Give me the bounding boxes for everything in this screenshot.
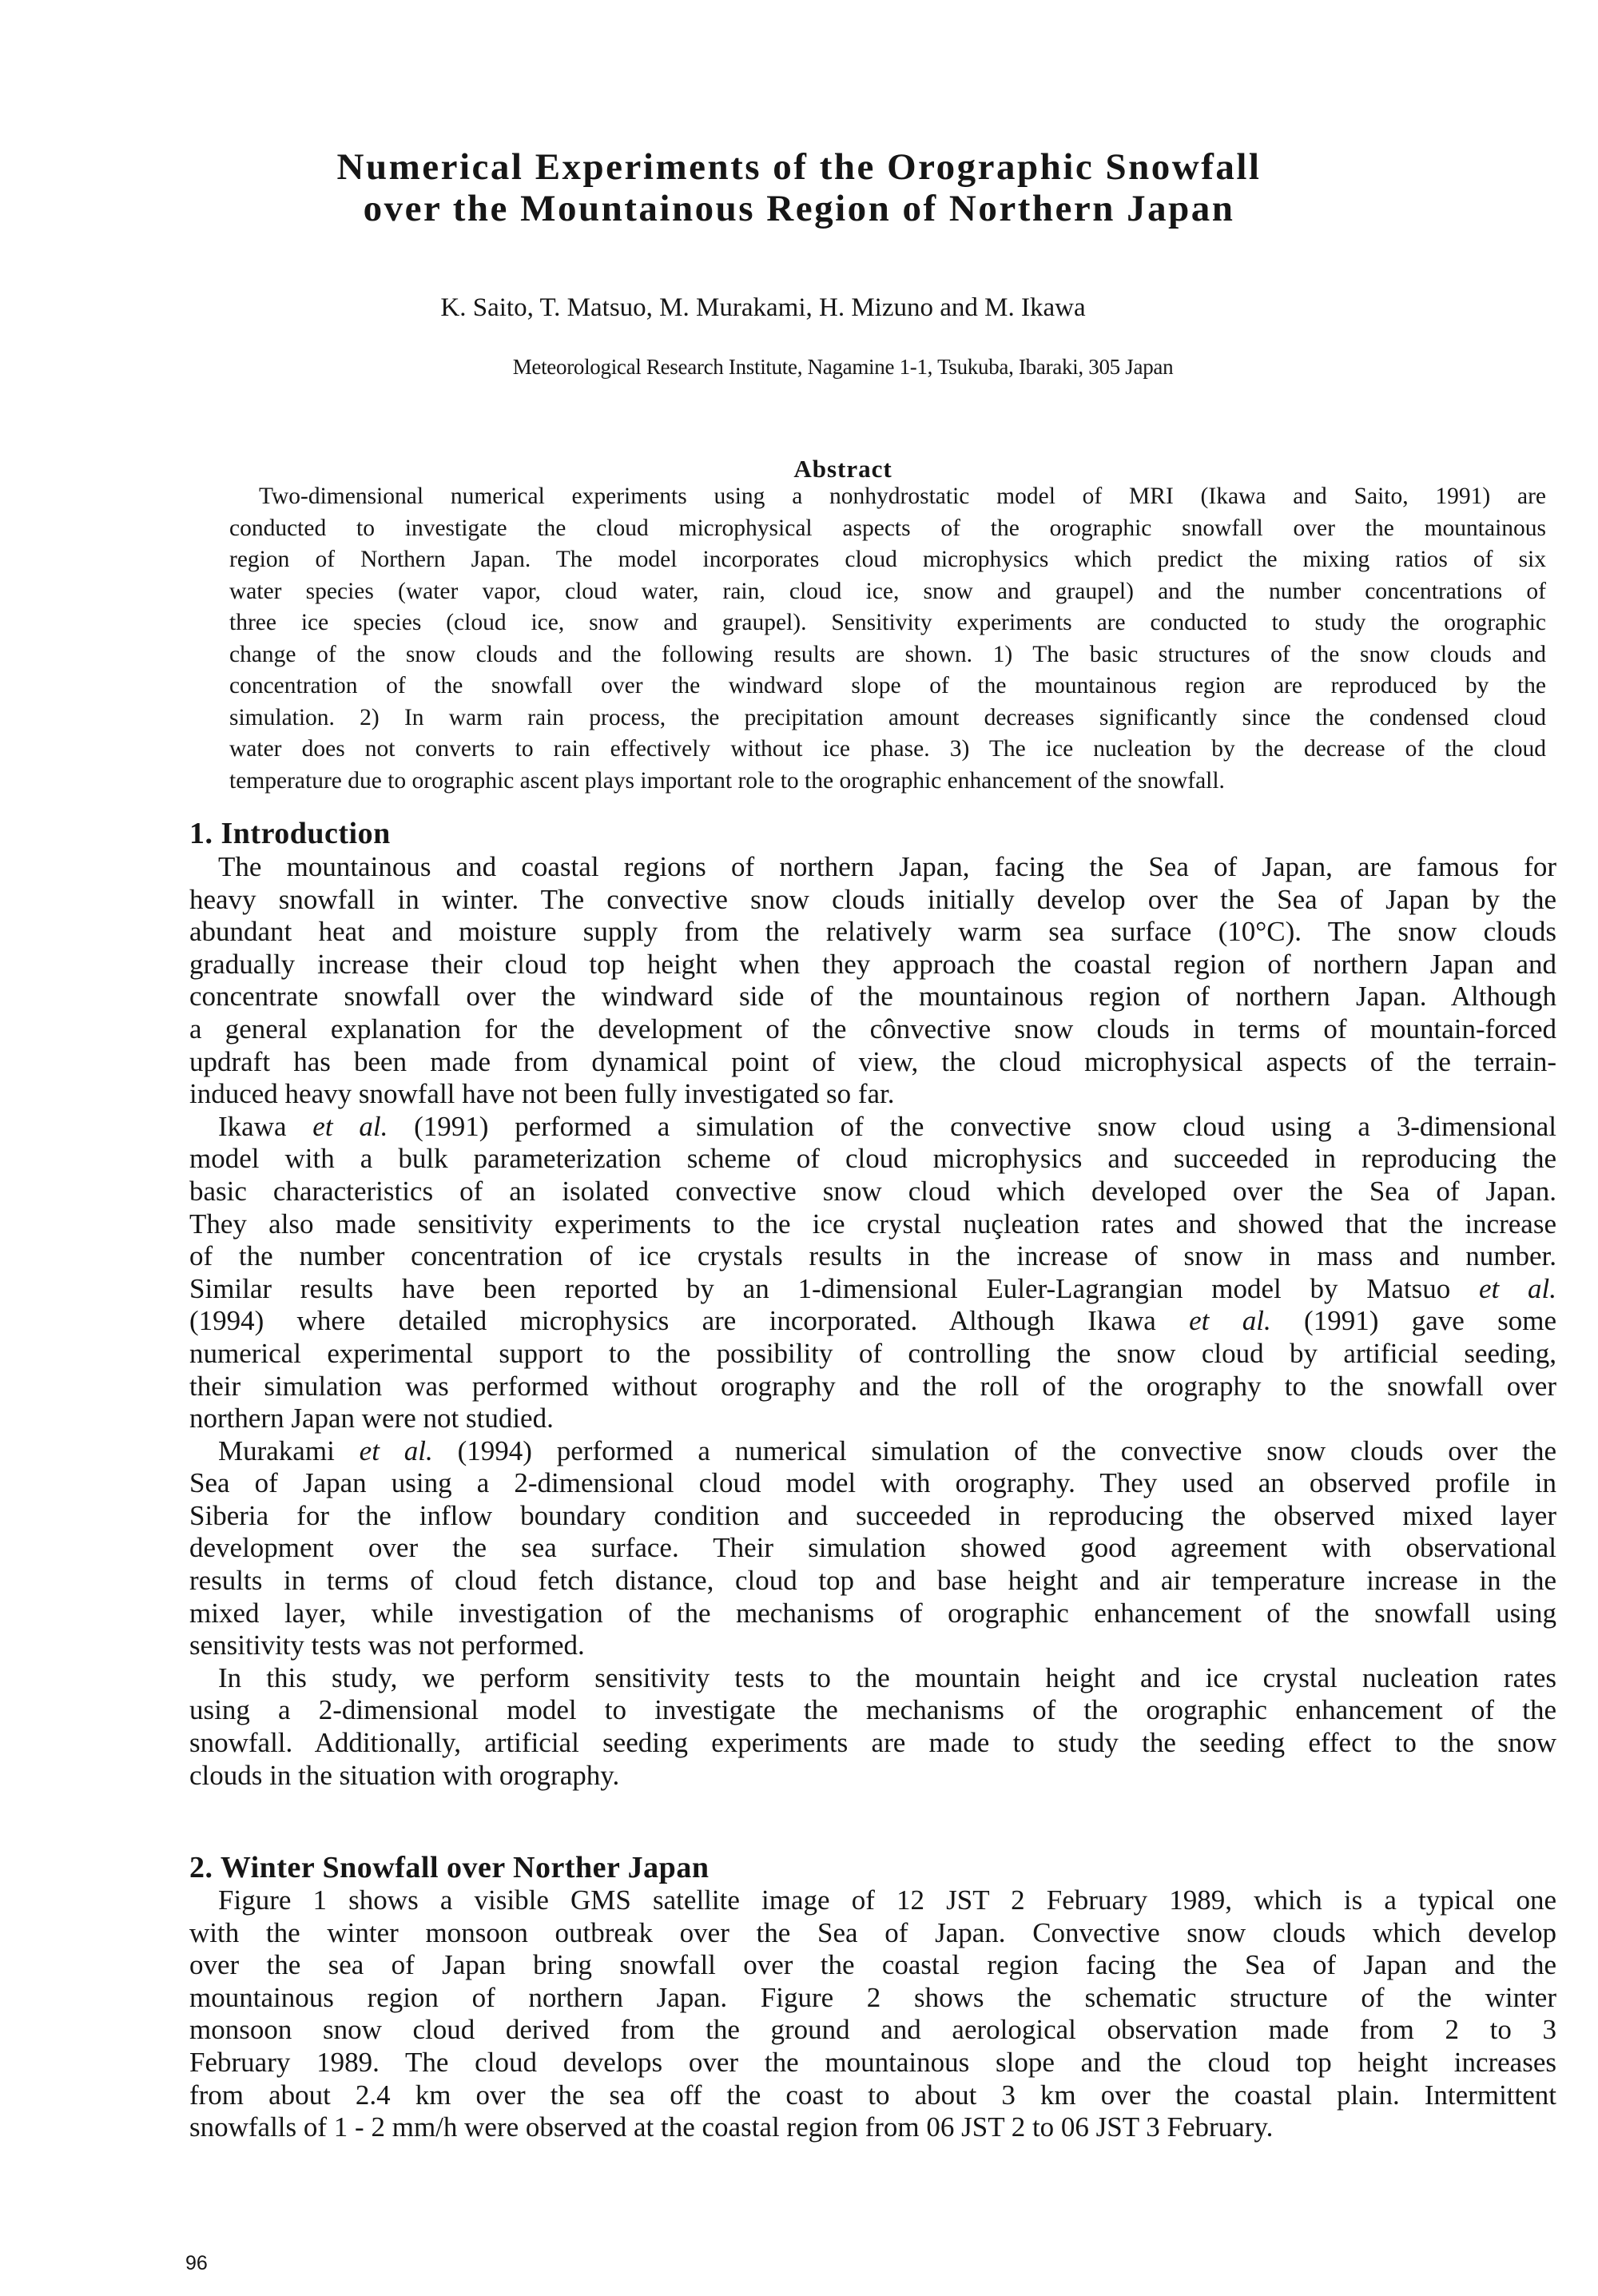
text-line: numerical experimental support to the possibility of controlling the snow cloud by artificial seeding, [189, 1337, 1556, 1369]
text-line: water species (water vapor, cloud water, rain, cloud ice, snow and graupel) and the number concentrations of [229, 578, 1546, 604]
text-line: change of the snow clouds and the following results are shown. 1) The basic structures of the snow clouds and [229, 641, 1546, 667]
text-line: of the number concentration of ice crystals results in the increase of snow in mass and number. [189, 1240, 1556, 1272]
section-1-heading: 1. Introduction [189, 817, 391, 850]
text-line: over the sea of Japan bring snowfall over the coastal region facing the Sea of Japan and the [189, 1949, 1556, 1981]
text-line: from about 2.4 km over the sea off the coast to about 3 km over the coastal plain. Intermittent [189, 2079, 1556, 2111]
text-line: development over the sea surface. Their simulation showed good agreement with observational [189, 1532, 1556, 1564]
text-line: simulation. 2) In warm rain process, the precipitation amount decreases significantly since the condensed cloud [229, 704, 1546, 730]
section-2-body [189, 1884, 1556, 2144]
text-line: Sea of Japan using a 2-dimensional cloud model with orography. They used an observed profile in [189, 1467, 1556, 1499]
text-line: sensitivity tests was not performed. [189, 1629, 585, 1661]
text-line: monsoon snow cloud derived from the ground and aerological observation made from 2 to 3 [189, 2014, 1556, 2046]
text-line: The mountainous and coastal regions of northern Japan, facing the Sea of Japan, are famous for [218, 851, 1556, 882]
text-line: Two-dimensional numerical experiments using a nonhydrostatic model of MRI (Ikawa and Saito, 1991) are [259, 483, 1546, 509]
text-line: snowfalls of 1 - 2 mm/h were observed at the coastal region from 06 JST 2 to 06 JST 3 February. [189, 2111, 1274, 2143]
text-line: concentrate snowfall over the windward side of the mountainous region of northern Japan. Although [189, 981, 1556, 1013]
text-line: temperature due to orographic ascent plays important role to the orographic enhancement of the snowfall. [229, 767, 1225, 794]
text-line: their simulation was performed without orography and the roll of the orography to the snowfall over [189, 1370, 1556, 1402]
text-line: with the winter monsoon outbreak over the Sea of Japan. Convective snow clouds which develop [189, 1916, 1556, 1948]
text-line: They also made sensitivity experiments to the ice crystal nuçleation rates and showed that the increase [189, 1208, 1556, 1240]
abstract-heading: Abstract [793, 455, 892, 483]
title-line-1: Numerical Experiments of the Orographic Snowfall [336, 146, 1262, 188]
text-line: February 1989. The cloud develops over the mountainous slope and the cloud top height increases [189, 2046, 1556, 2078]
text-line: concentration of the snowfall over the windward slope of the mountainous region are reproduced by the [229, 673, 1546, 698]
text-line: region of Northern Japan. The model incorporates cloud microphysics which predict the mixing ratios of six [229, 547, 1546, 572]
title-line-2: over the Mountainous Region of Northern Japan [363, 188, 1235, 229]
text-line: abundant heat and moisture supply from the relatively warm sea surface (10°C). The snow clouds [189, 916, 1556, 948]
text-line: Murakami et al. (1994) performed a numerical simulation of the convective snow clouds over the [218, 1435, 1557, 1466]
text-line: clouds in the situation with orography. [189, 1759, 620, 1791]
abstract-body [229, 481, 1546, 797]
text-line: mixed layer, while investigation of the mechanisms of orographic enhancement of the snowfall using [189, 1597, 1556, 1629]
text-line: three ice species (cloud ice, snow and graupel). Sensitivity experiments are conducted to study the orographic [229, 610, 1546, 635]
text-line: updraft has been made from dynamical point of view, the cloud microphysical aspects of the terrain- [189, 1045, 1556, 1077]
paper-title [0, 146, 1598, 229]
text-line: northern Japan were not studied. [189, 1403, 554, 1435]
text-line: Siberia for the inflow boundary condition and succeeded in reproducing the observed mixed layer [189, 1499, 1556, 1531]
author-list: K. Saito, T. Matsuo, M. Murakami, H. Mizuno and M. Ikawa [440, 293, 1086, 322]
text-line: Figure 1 shows a visible GMS satellite image of 12 JST 2 February 1989, which is a typical one [218, 1884, 1556, 1916]
text-line: basic characteristics of an isolated convective snow cloud which developed over the Sea of Japan. [189, 1175, 1556, 1207]
text-line: Similar results have been reported by an 1-dimensional Euler-Lagrangian model by Matsuo et al. [189, 1272, 1556, 1304]
text-line: Ikawa et al. (1991) performed a simulation of the convective snow cloud using a 3-dimensional [218, 1110, 1556, 1142]
text-line: model with a bulk parameterization scheme of cloud microphysics and succeeded in reproducing the [189, 1143, 1556, 1175]
text-line: In this study, we perform sensitivity tests to the mountain height and ice crystal nucleation rates [218, 1661, 1556, 1693]
text-line: results in terms of cloud fetch distance, cloud top and base height and air temperature increase in the [189, 1565, 1556, 1597]
text-line: induced heavy snowfall have not been fully investigated so far. [189, 1078, 895, 1110]
text-line: gradually increase their cloud top height when they approach the coastal region of northern Japan and [189, 948, 1556, 980]
section-1-body [189, 851, 1556, 1792]
text-line: (1994) where detailed microphysics are incorporated. Although Ikawa et al. (1991) gave some [189, 1305, 1556, 1337]
affiliation: Meteorological Research Institute, Nagamine 1-1, Tsukuba, Ibaraki, 305 Japan [512, 355, 1174, 379]
text-line: snowfall. Additionally, artificial seeding experiments are made to study the seeding effect to the snow [189, 1727, 1556, 1759]
text-line: a general explanation for the development of the cônvective snow clouds in terms of mountain-forced [189, 1013, 1556, 1045]
text-line: using a 2-dimensional model to investigate the mechanisms of the orographic enhancement of the [189, 1694, 1556, 1726]
text-line: water does not converts to rain effectively without ice phase. 3) The ice nucleation by the decrease of the cloud [229, 736, 1546, 762]
section-2-heading: 2. Winter Snowfall over Norther Japan [189, 1851, 710, 1884]
page-number: 96 [185, 2252, 208, 2274]
text-line: mountainous region of northern Japan. Figure 2 shows the schematic structure of the winter [189, 1981, 1556, 2013]
text-line: heavy snowfall in winter. The convective snow clouds initially develop over the Sea of Japan by the [189, 883, 1556, 915]
text-line: conducted to investigate the cloud microphysical aspects of the orographic snowfall over the mountainous [229, 515, 1546, 541]
